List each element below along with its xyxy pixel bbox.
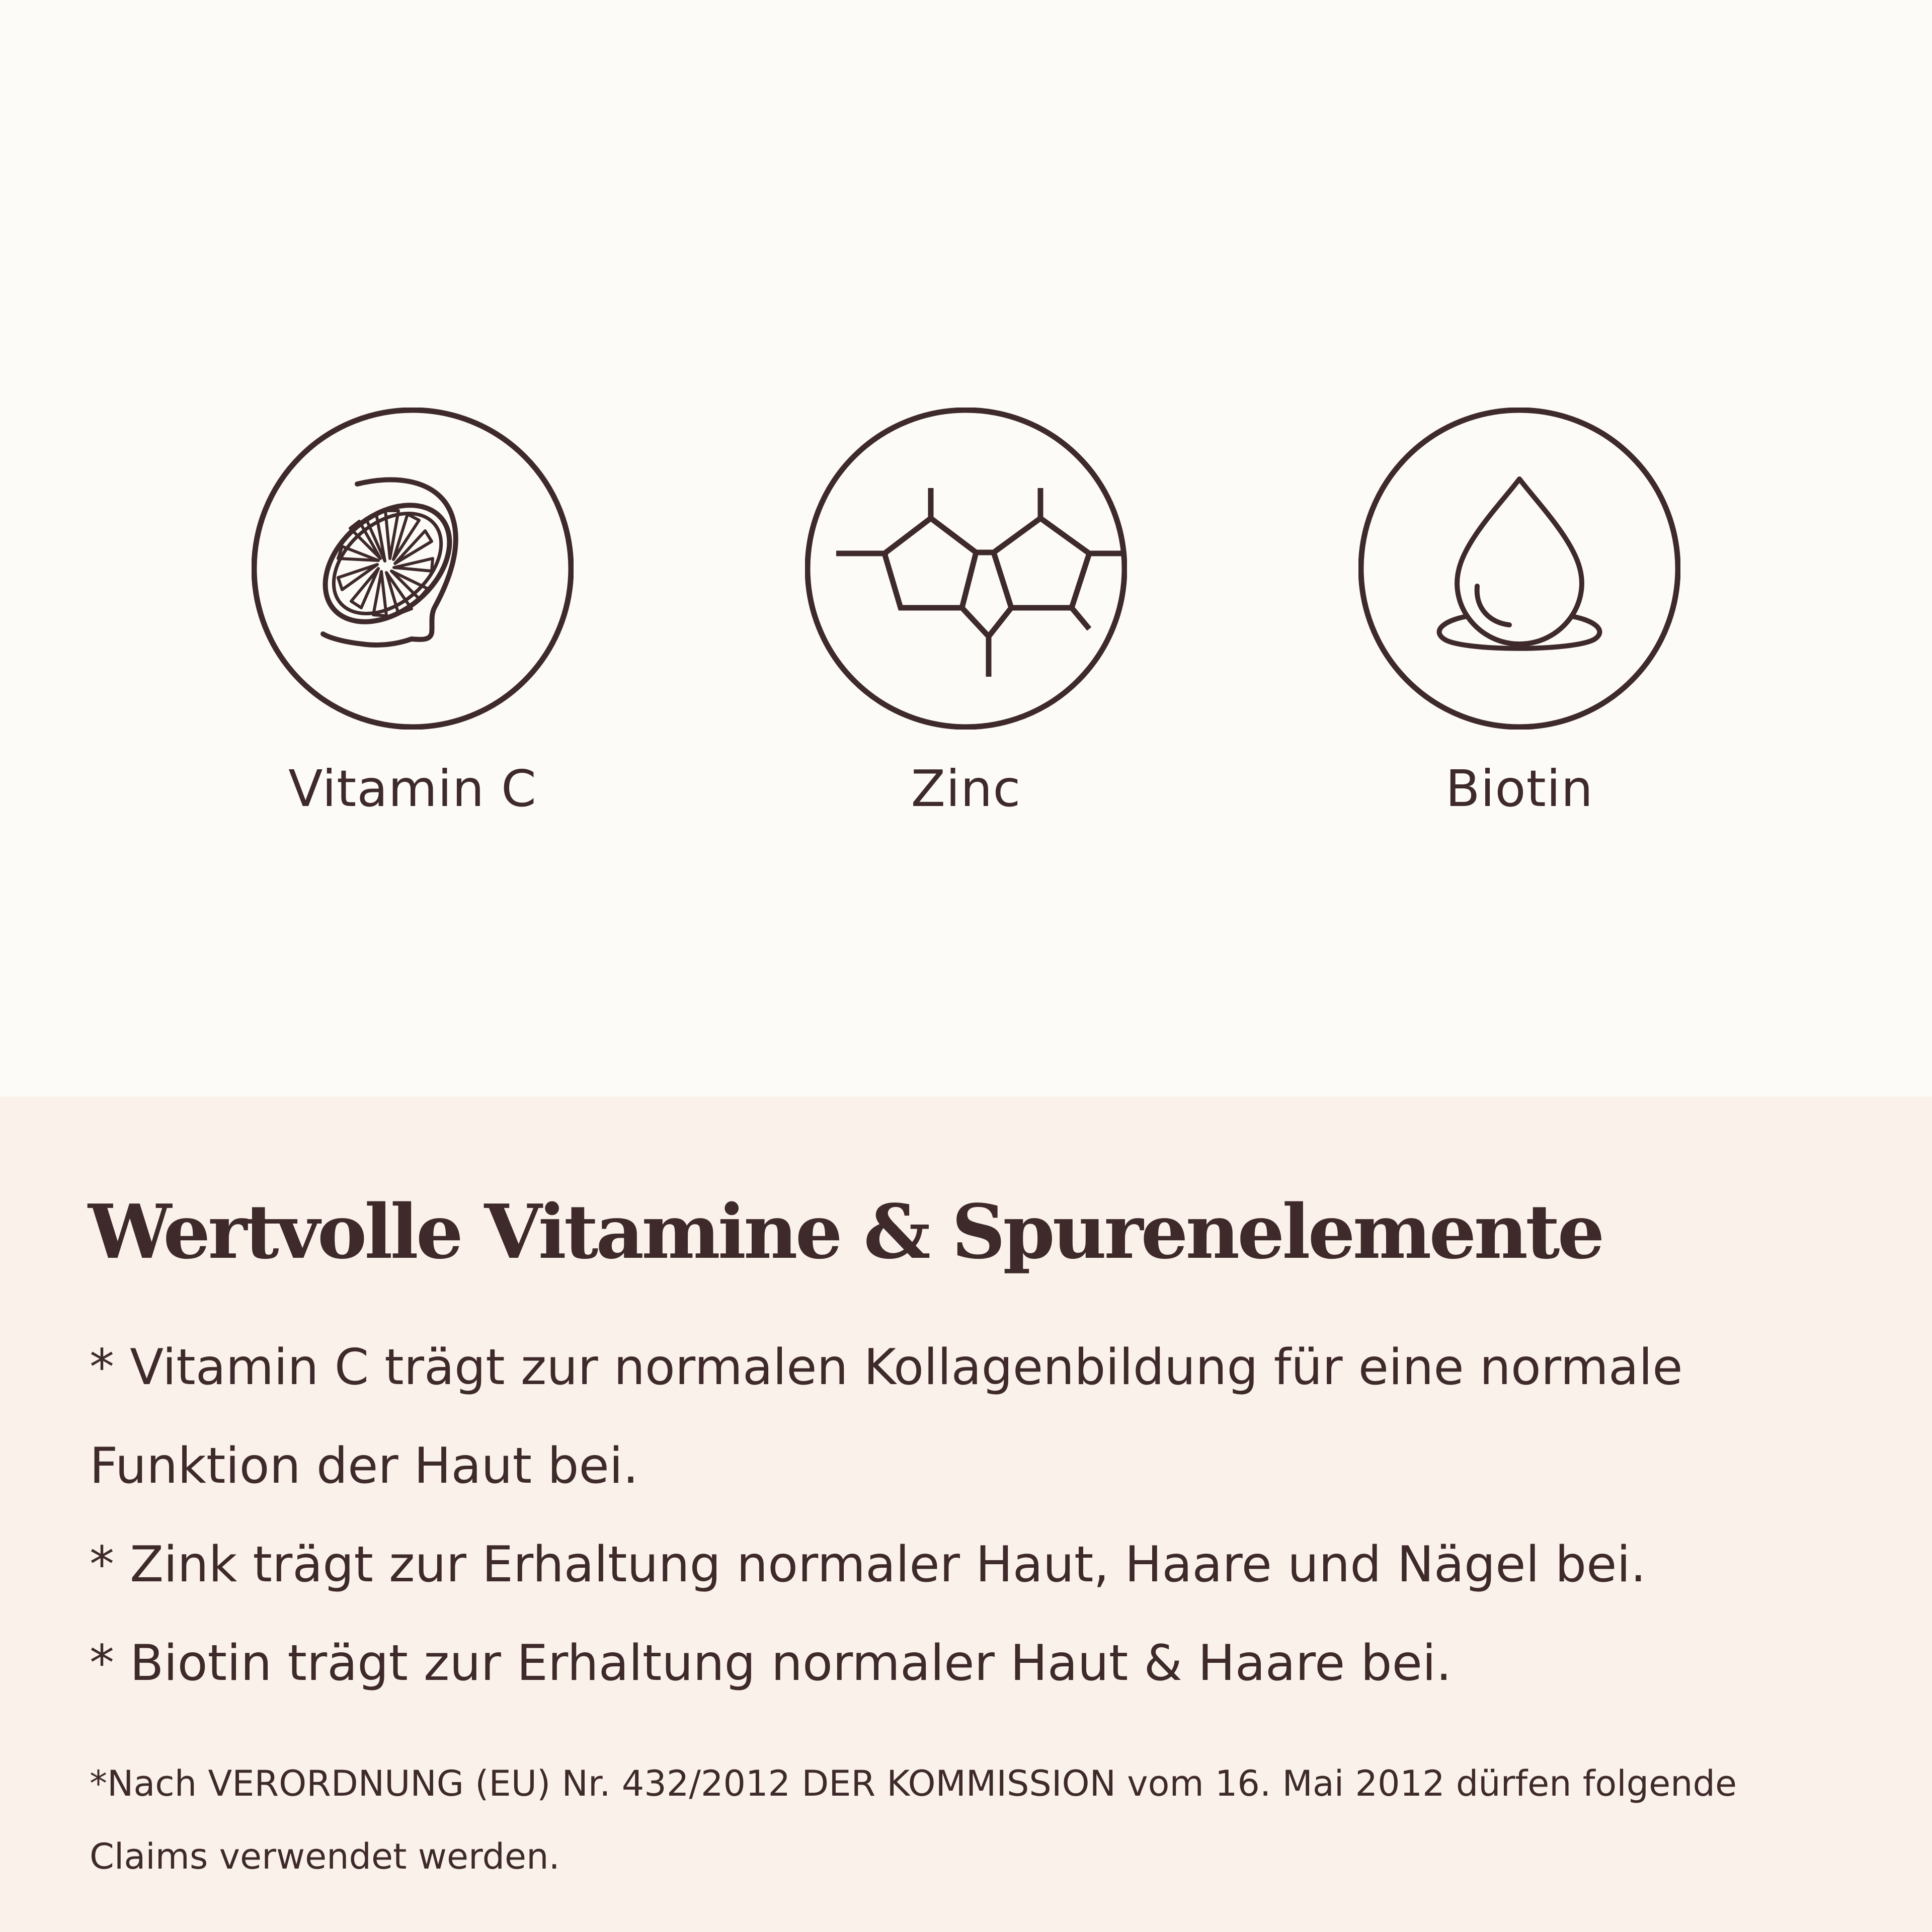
ingredient-label: Zinc — [911, 759, 1021, 818]
claims-list — [90, 1318, 1850, 1713]
ingredient-zinc — [805, 408, 1127, 835]
molecule-icon — [805, 408, 1127, 730]
ingredient-vitamin-c — [252, 408, 574, 835]
ingredient-label: Biotin — [1445, 759, 1593, 818]
lemon-icon — [252, 408, 574, 730]
legal-footnote: *Nach VERORDNUNG (EU) Nr. 432/2012 DER KOMMISSION vom 16. Mai 2012 dürfen folgende Claims verwendet werden. — [90, 1763, 1737, 1877]
claim-vitamin-c: * Vitamin C trägt zur normalen Kollagenbildung für eine normale Funktion der Haut bei. — [90, 1339, 1683, 1495]
droplet-icon — [1358, 408, 1680, 730]
info-panel — [0, 1097, 1932, 1932]
claim-biotin: * Biotin trägt zur Erhaltung normaler Haut & Haare bei. — [90, 1635, 1452, 1692]
panel-heading: Wertvolle Vitamine & Spurenelemente — [88, 1188, 1602, 1275]
ingredient-label: Vitamin C — [288, 759, 537, 818]
ingredient-biotin — [1358, 408, 1680, 835]
claim-zinc: * Zink trägt zur Erhaltung normaler Haut, Haare und Nägel bei. — [90, 1536, 1646, 1593]
